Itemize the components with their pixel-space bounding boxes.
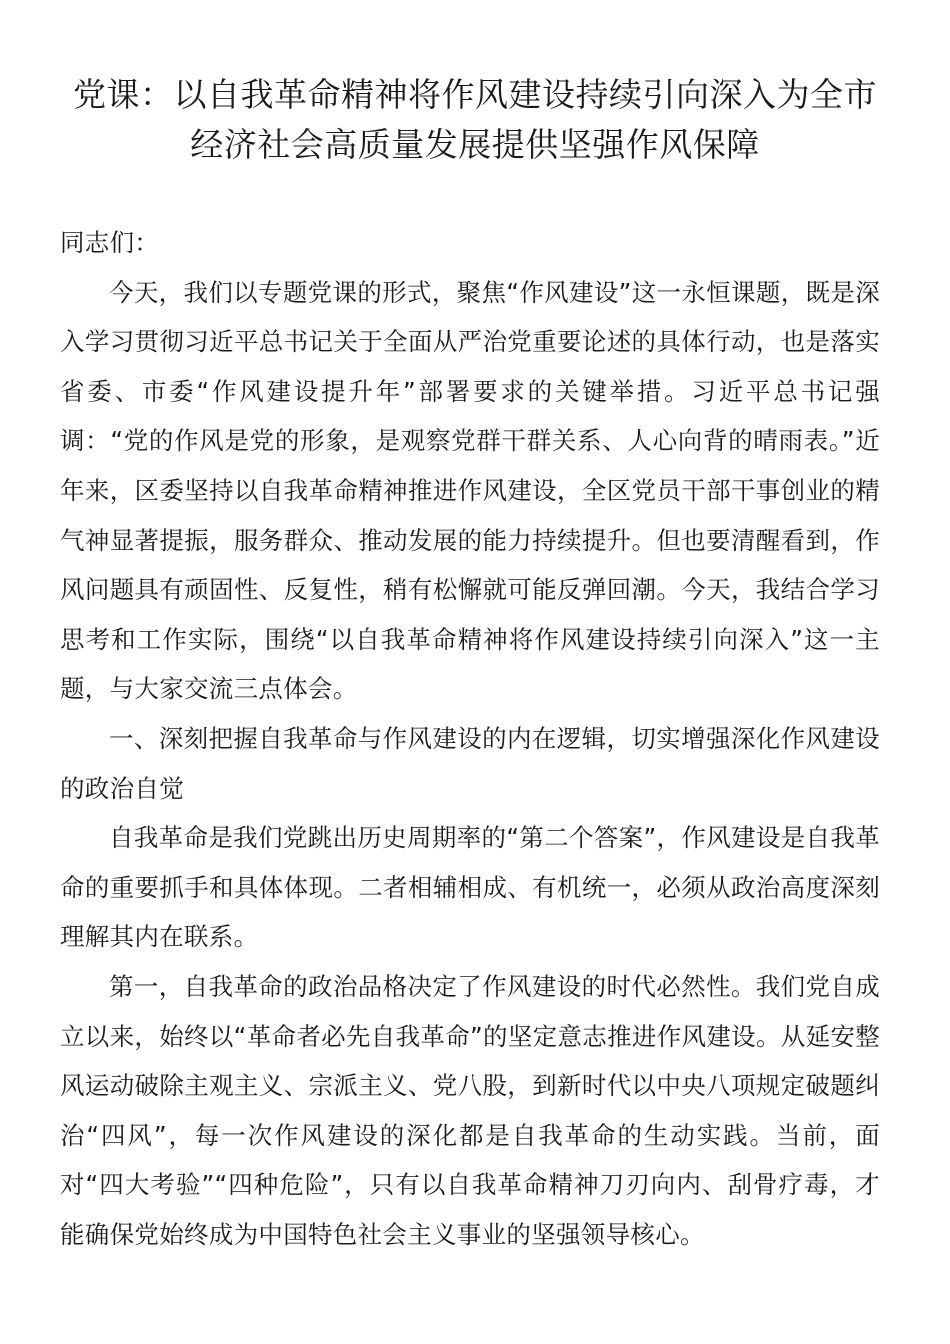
section-heading-1: 一、深刻把握自我革命与作风建设的内在逻辑，切实增强深化作风建设的政治自觉 bbox=[60, 723, 880, 803]
point-1-paragraph: 第一，自我革命的政治品格决定了作风建设的时代必然性。我们党自成立以来，始终以“革命者必先自我革命”的坚定意志推进作风建设。从延安整风运动破除主观主义、宗派主义、党八股，到新时代以中央八项规定破题纠治“四风”，每一次作风建设的深化都是自我革命的生动实践。当前，面对“四大考验”“四种危险”，只有以自我革命精神刀刃向内、刮骨疗毒，才能确保党始终成为中国特色社会主义事业的坚强领导核心。 bbox=[60, 971, 880, 1249]
salutation: 同志们： bbox=[60, 228, 160, 257]
document-body bbox=[60, 218, 880, 1259]
intro-paragraph: 今天，我们以专题党课的形式，聚焦“作风建设”这一永恒课题，既是深入学习贯彻习近平总书记关于全面从严治党重要论述的具体行动，也是落实省委、市委“作风建设提升年”部署要求的关键举措。习近平总书记强调：“党的作风是党的形象，是观察党群干群关系、人心向背的晴雨表。”近年来，区委坚持以自我革命精神推进作风建设，全区党员干部干事创业的精气神显著提振，服务群众、推动发展的能力持续提升。但也要清醒看到，作风问题具有顽固性、反复性，稍有松懈就可能反弹回潮。今天，我结合学习思考和工作实际，围绕“以自我革命精神将作风建设持续引向深入”这一主题，与大家交流三点体会。 bbox=[60, 277, 880, 704]
section-1-paragraph: 自我革命是我们党跳出历史周期率的“第二个答案”，作风建设是自我革命的重要抓手和具体体现。二者相辅相成、有机统一，必须从政治高度深刻理解其内在联系。 bbox=[60, 823, 880, 952]
document-title: 党课：以自我革命精神将作风建设持续引向深入为全市经济社会高质量发展提供坚强作风保障 bbox=[73, 75, 877, 164]
